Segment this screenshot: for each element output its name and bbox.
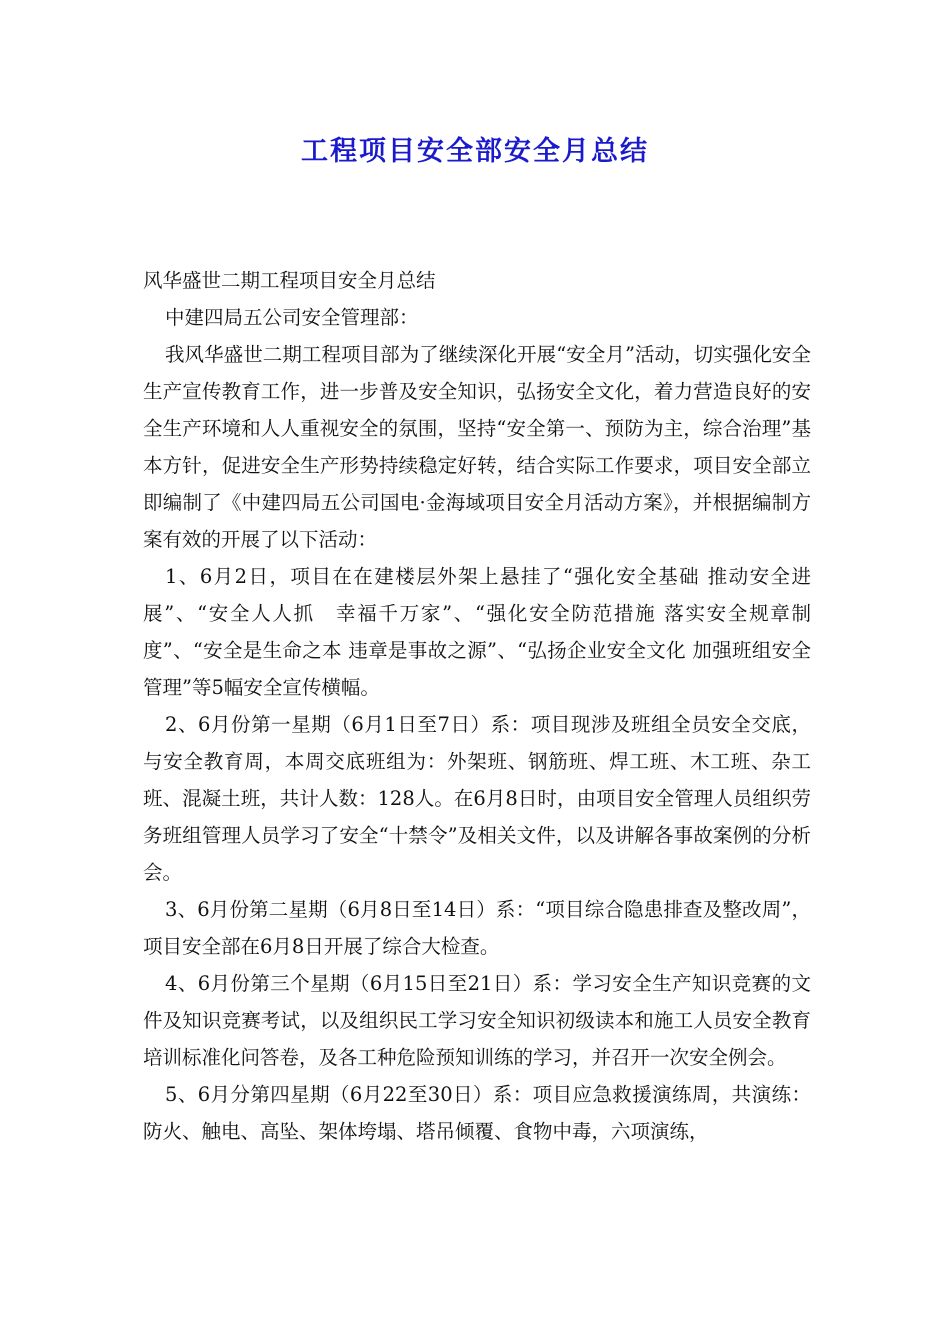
paragraph-8: 5、6月分第四星期（6月22至30日）系：项目应急救援演练周，共演练：防火、触电、高坠、架体垮塌、塔吊倾覆、食物中毒，六项演练， <box>143 1083 811 1143</box>
paragraph-2: 中建四局五公司安全管理部： <box>165 306 419 329</box>
document-title: 工程项目安全部安全月总结 <box>301 136 649 167</box>
paragraph-6: 3、6月份第二星期（6月8日至14日）系：“项目综合隐患排查及整改周”，项目安全部在6月8日开展了综合大检查。 <box>143 898 811 958</box>
paragraph-5: 2、6月份第一星期（6月1日至7日）系：项目现涉及班组全员安全交底，与安全教育周，本周交底班组为：外架班、钢筋班、焊工班、木工班、杂工班、混凝土班，共计人数：128人。在6月8日时，由项目安全管理人员组织劳务班组管理人员学习了安全“十禁令”及相关文件，以及讲解各事故案例的分析会。 <box>143 713 811 884</box>
paragraph-4: 1、6月2日，项目在在建楼层外架上悬挂了“强化安全基础 推动安全进展”、“安全人人抓 幸福千万家”、“强化安全防范措施 落实安全规章制度”、“安全是生命之本 违章是事故之源”、“弘扬企业安全文化 加强班组安全管理”等5幅安全宣传横幅。 <box>143 565 811 699</box>
paragraph-1: 风华盛世二期工程项目安全月总结 <box>143 269 436 292</box>
paragraph-3: 我风华盛世二期工程项目部为了继续深化开展“安全月”活动，切实强化安全生产宣传教育工作，进一步普及安全知识，弘扬安全文化，着力营造良好的安全生产环境和人人重视安全的氛围，坚持“安全第一、预防为主，综合治理”基本方针，促进安全生产形势持续稳定好转，结合实际工作要求，项目安全部立即编制了《中建四局五公司国电·金海域项目安全月活动方案》，并根据编制方案有效的开展了以下活动： <box>143 343 811 551</box>
paragraph-7: 4、6月份第三个星期（6月15日至21日）系：学习安全生产知识竞赛的文件及知识竞赛考试，以及组织民工学习安全知识初级读本和施工人员安全教育培训标准化问答卷，及各工种危险预知训练的学习，并召开一次安全例会。 <box>143 972 811 1069</box>
document-body <box>143 262 811 1150</box>
